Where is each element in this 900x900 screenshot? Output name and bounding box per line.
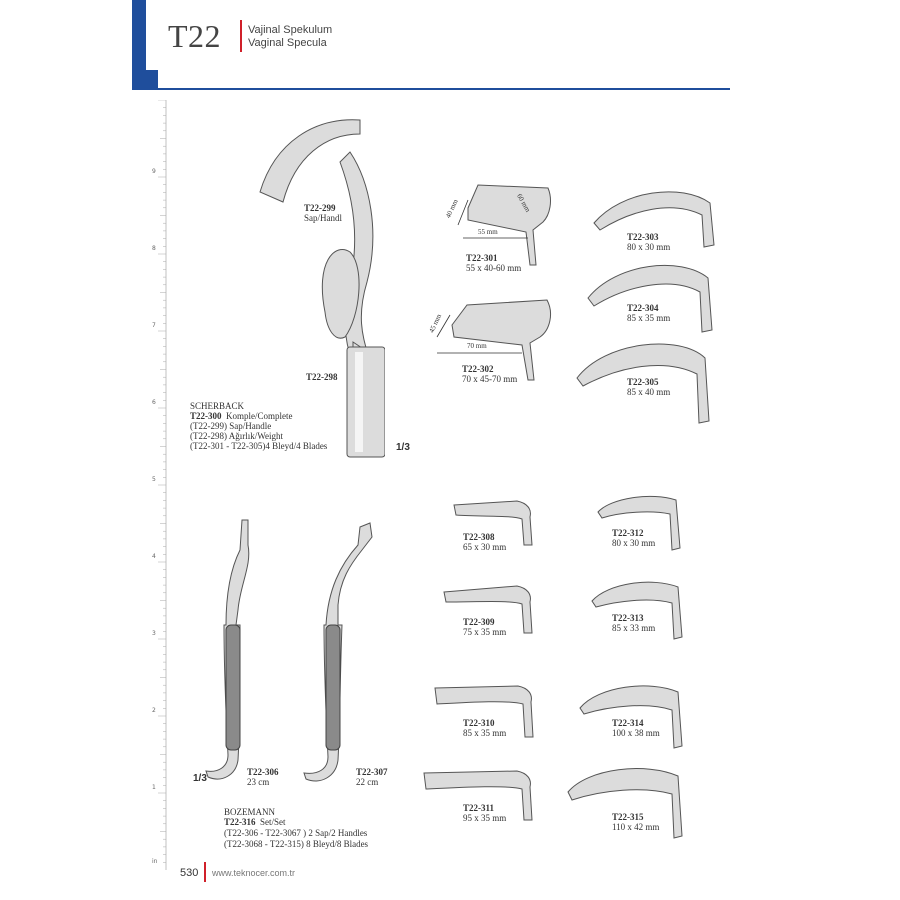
ruler-number: 1	[152, 784, 156, 791]
section-title-en: Vaginal Specula	[248, 37, 327, 49]
blade-code: T22-314	[612, 718, 644, 728]
inch-ruler	[150, 100, 168, 870]
set-component: (T22-299) Sap/Handle	[190, 421, 272, 431]
blade-code: T22-301	[466, 253, 498, 263]
blade-image	[438, 180, 558, 270]
dim-label: 45 mm	[427, 312, 444, 335]
blade-size: 85 x 33 mm	[612, 623, 656, 633]
blade-image	[590, 575, 690, 645]
scale-marker: 1/3	[193, 773, 207, 784]
footer-divider	[204, 862, 206, 882]
set-line	[190, 411, 293, 421]
handle-length: 22 cm	[356, 777, 379, 787]
set-code: T22-300	[190, 411, 222, 421]
blade-size: 95 x 35 mm	[463, 813, 507, 823]
set-component: (T22-301 - T22-305)4 Bleyd/4 Blades	[190, 441, 328, 451]
dim-label: 40 mm	[444, 198, 460, 220]
scale-marker: 1/3	[396, 442, 410, 453]
dim-label: 60 mm	[515, 192, 532, 214]
blade-code: T22-313	[612, 613, 644, 623]
blade-code: T22-311	[463, 803, 495, 813]
handle-code: T22-306	[247, 767, 279, 777]
ruler-number: 2	[152, 707, 156, 714]
ruler-number: 4	[152, 553, 156, 560]
website-link[interactable]: www.teknocer.com.tr	[212, 868, 296, 878]
blade-code: T22-310	[463, 718, 495, 728]
bozemann-handles-image	[200, 515, 380, 795]
blade-code: T22-315	[612, 812, 644, 822]
handle-code: T22-299	[304, 203, 336, 213]
blade-code: T22-304	[627, 303, 659, 313]
scherback-handle-image	[255, 112, 385, 462]
blade-image	[586, 258, 722, 338]
set-component: (T22-306 - T22-3067 ) 2 Sap/2 Handles	[224, 828, 368, 838]
ruler-number: 7	[152, 322, 156, 329]
page-number: 530	[180, 867, 199, 879]
set-component: (T22-3068 - T22-315) 8 Bleyd/8 Blades	[224, 839, 369, 849]
weight-code: T22-298	[306, 372, 338, 382]
set-line	[224, 817, 286, 827]
blade-size: 70 x 45-70 mm	[462, 374, 518, 384]
dim-label: 55 mm	[478, 228, 498, 236]
blade-size: 110 x 42 mm	[612, 822, 660, 832]
set-desc: Komple/Complete	[226, 411, 293, 421]
blade-size: 85 x 35 mm	[627, 313, 671, 323]
blade-size: 85 x 35 mm	[463, 728, 507, 738]
blade-code: T22-302	[462, 364, 494, 374]
handle-code: T22-307	[356, 767, 388, 777]
blade-size: 100 x 38 mm	[612, 728, 660, 738]
set-code: T22-316	[224, 817, 256, 827]
ruler-number: 3	[152, 630, 156, 637]
ruler-unit: in	[152, 858, 158, 865]
blade-size: 55 x 40-60 mm	[466, 263, 522, 273]
blade-image	[578, 680, 690, 752]
blade-size: 85 x 40 mm	[627, 387, 671, 397]
blade-size: 65 x 30 mm	[463, 542, 507, 552]
set-title: BOZEMANN	[224, 807, 275, 817]
header-divider	[240, 20, 242, 52]
ruler-number: 6	[152, 399, 156, 406]
set-desc: Set/Set	[260, 817, 286, 827]
catalog-section-code: T22	[168, 18, 222, 54]
blade-code: T22-312	[612, 528, 644, 538]
handle-desc: Sap/Handl	[304, 213, 342, 223]
blade-code: T22-309	[463, 617, 495, 627]
section-title-tr: Vajinal Spekulum	[248, 24, 333, 36]
handle-length: 23 cm	[247, 777, 270, 787]
blade-size: 80 x 30 mm	[612, 538, 656, 548]
blade-size: 75 x 35 mm	[463, 627, 507, 637]
blade-size: 80 x 30 mm	[627, 242, 671, 252]
set-title: SCHERBACK	[190, 401, 245, 411]
ruler-number: 5	[152, 476, 156, 483]
ruler-number: 8	[152, 245, 156, 252]
blade-code: T22-303	[627, 232, 659, 242]
dim-label: 70 mm	[467, 342, 487, 350]
set-component: (T22-298) Ağırlık/Weight	[190, 431, 284, 441]
header-rule	[146, 88, 730, 90]
ruler-number: 9	[152, 168, 156, 175]
header-accent-corner	[132, 70, 158, 90]
blade-code: T22-308	[463, 532, 495, 542]
blade-code: T22-305	[627, 377, 659, 387]
